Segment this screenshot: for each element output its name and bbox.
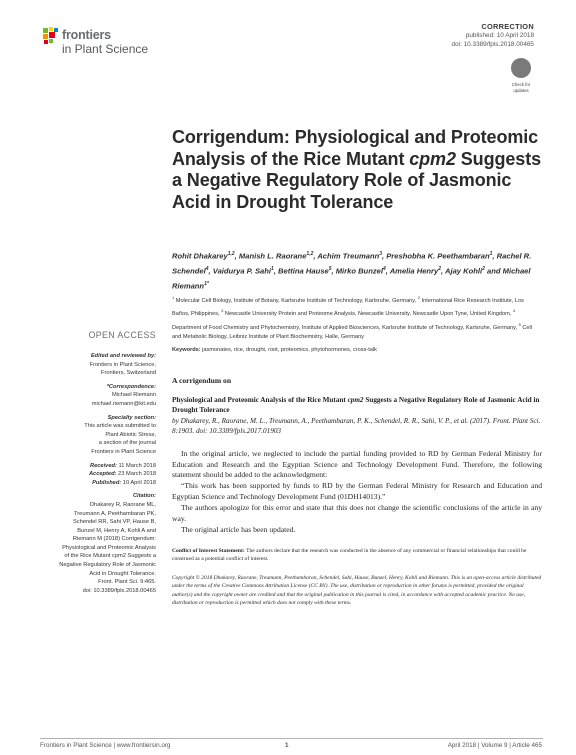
footer-issue-info: April 2018 | Volume 9 | Article 465 — [447, 742, 542, 749]
sidebar-line: Riemann M (2018) Corrigendum: — [72, 536, 156, 543]
keywords: Keywords: jasmonates, rice, drought, root, proteomics, phytohormones, cross-talk — [172, 347, 377, 353]
edited-by-lines — [40, 361, 156, 378]
author-name[interactable]: Achim Treumann — [317, 251, 380, 261]
main-content — [172, 376, 542, 607]
author-name[interactable]: Rohit Dhakarey — [172, 251, 228, 261]
citation-lines — [40, 501, 156, 596]
article-title: Corrigendum: Physiological and Proteomic Analysis of the Rice Mutant cpm2 Suggests a Negative Regulatory Role of Jasmonic Acid in Drought Tolerance — [172, 127, 541, 212]
check-for-updates-badge[interactable] — [506, 58, 536, 96]
article-type-label: CORRECTION — [481, 22, 534, 31]
author-list: Rohit Dhakarey$^{1,2}$, Manish L. Raorane$^{1,2}$, Achim Treumann$^3$, Preshobha K. Peethambaran$^1$, Rachel R. Schendel$^4$, Vaidurya P. Sahi$^1$, Bettina Hause$^5$, Mirko Bunzel$^4$, Amelia Henry$^2$, Ajay Kohli$^2$ and Michael Riemann$^{1*}$ — [172, 251, 532, 291]
specialty-lines — [40, 422, 156, 456]
footer-journal-link[interactable]: Frontiers in Plant Science | www.frontiersin.org — [40, 742, 171, 749]
sidebar-line: Dhakarey R, Raorane ML, — [89, 501, 156, 508]
body-paragraph-4: The original article has been updated. — [181, 524, 296, 534]
author-affiliation-marker: 1 — [271, 266, 274, 273]
author-affiliation-marker: 1,2 — [306, 251, 314, 257]
body-paragraph-3: The authors apologize for this error and state that this does not change the scientific conclusions of the article in any way. — [172, 503, 542, 524]
author-name[interactable]: Ajay Kohli — [444, 266, 483, 276]
citation-block: Citation: Dhakarey R, Raorane ML, Treumann A, Peethambaran PK, Schendel RR, Sahi VP, Hause B, Bunzel M, Henry A, Kohli A and Riemann M (2018) Corrigendum: Physiological and Proteomic Analysis of the Rice Mutant cpm2 Suggests a Negative Regulatory Role of Jasmonic Acid in Drought Tolerance. Front. Plant Sci. 9:465. doi: 10.3389/fpls.2018.00465 — [40, 492, 156, 595]
sidebar-line: Physiological and Proteomic Analysis — [62, 544, 156, 551]
specialty-section-block: Specialty section: This article was submitted to Plant Abiotic Stress, a section of the journal Frontiers in Plant Science — [40, 414, 156, 457]
affiliation-number: 3 — [221, 308, 224, 314]
author-affiliation-marker: 4 — [382, 266, 386, 273]
original-article-title[interactable]: Physiological and Proteomic Analysis of the Rice Mutant cpm2 Suggests a Negative Regulatory Role of Jasmonic Acid in Drought Tolerance — [172, 396, 540, 415]
doi-link[interactable]: doi: 10.3389/fpls.2018.00465 — [451, 41, 534, 48]
affiliation-text: Department of Food Chemistry and Phytochemistry, Institute of Applied Biosciences, Karlsruhe Institute of Technology, Karlsruhe, Germany, — [172, 324, 519, 331]
conflict-of-interest: Conflict of Interest Statement: The authors declare that the research was conducted in the absence of any commercial or financial relationships that could be construed as a potential conflict of interest. — [172, 547, 527, 563]
section-heading: A corrigendum on — [172, 376, 232, 385]
article-info-sidebar — [40, 352, 156, 600]
logo-wordmark: frontiers — [62, 28, 111, 42]
sidebar-line: Schendel RR, Sahi VP, Hause B, — [72, 519, 156, 526]
sidebar-line: michael.riemann@kit.edu — [91, 400, 156, 407]
sidebar-line: a section of the journal — [98, 440, 156, 447]
author-affiliation-marker: 4 — [205, 266, 209, 273]
sidebar-line: Frontiers in Plant Science — [91, 448, 156, 455]
frontiers-logo[interactable] — [42, 27, 212, 59]
footer-divider — [40, 738, 543, 739]
edited-by-block: Edited and reviewed by: Frontiers in Plant Science, Frontiers, Switzerland — [40, 352, 156, 378]
sidebar-line: Frontiers, Switzerland — [101, 370, 156, 377]
check-updates-icon — [511, 58, 531, 78]
copyright-statement: Copyright © 2018 Dhakarey, Raorane, Treumann, Peethambaran, Schendel, Sahi, Hause, Bunzel, Henry, Kohli and Riemann. This is an open-access article distributed under the terms of the Creative Commons Attribution License (CC BY). The use, distribution or reproduction in other forums is permitted, provided the original author(s) and the copyright owner are credited and that the original publication in this journal is cited, in accordance with accepted academic practice. No use, distribution or reproduction is permitted which does not comply with these terms. — [172, 574, 542, 606]
affiliation-number: 5 — [518, 321, 521, 327]
affiliation-text: Cell and Metabolic Biology, Leibniz Institute of Plant Biochemistry, Halle, Germany — [172, 324, 532, 341]
published-date: published: 10 April 2018 — [465, 32, 534, 39]
journal-name: in Plant Science — [62, 42, 149, 56]
sidebar-line: Front. Plant Sci. 9:465. — [98, 579, 156, 586]
author-name[interactable]: Amelia Henry — [389, 266, 439, 276]
body-paragraph-1: In the original article, we neglected to include the partial funding provided to RD by German Federal Ministry for Education and Research and the Egyptian Science and Technology Development Fund. Therefore, the following statement should be added to the acknowledgment: — [172, 448, 542, 480]
sidebar-line: Bunzel M, Henry A, Kohli A and — [77, 527, 156, 534]
dates-block — [40, 462, 156, 488]
sidebar-line: Treumann A, Peethambaran PK, — [74, 510, 156, 517]
author-name[interactable]: Bettina Hause — [278, 266, 329, 276]
sidebar-line: doi: 10.3389/fpls.2018.00465 — [82, 587, 156, 594]
affiliation-number: 2 — [417, 295, 421, 300]
published-date-sidebar: Published: 10 April 2018 — [92, 479, 156, 486]
sidebar-line: Negative Regulatory Role of Jasmonic — [59, 562, 156, 569]
affiliation-number: 4 — [512, 308, 516, 314]
original-article-citation: by Dhakarey, R., Raorane, M. L., Treumann, A., Peethambaran, P. K., Schendel, R. R., Sahi, V. P., et al. (2017). Front. Plant Sci. 8:1903. doi: 10.3389/fpls.2017.01903 — [172, 416, 541, 436]
sidebar-line: This article was submitted to — [84, 423, 156, 430]
author-name[interactable]: Rachel R. Schendel — [172, 251, 532, 276]
author-affiliation-marker: 1* — [204, 281, 209, 288]
affiliation-text: Molecular Cell Biology, Institute of Botany, Karlsruhe Institute of Technology, Karlsruhe, Germany, — [174, 297, 418, 304]
author-name[interactable]: Preshobha K. Peethambaran — [386, 251, 490, 261]
author-affiliation-marker: 2 — [438, 266, 442, 273]
sidebar-line: Acid in Drought Tolerance. — [89, 570, 156, 577]
author-affiliation-marker: 2 — [482, 266, 485, 273]
body-paragraph-2: “This work has been supported by funds to RD by the German Federal Ministry for Research and Education and Egyptian Science and Technology Development Fund (01DH14013).” — [172, 481, 542, 502]
badge-text-line2: updates — [513, 88, 529, 93]
author-affiliation-marker: 1,2 — [227, 251, 235, 257]
page-number: 1 — [285, 742, 289, 749]
correspondence-lines — [40, 391, 156, 408]
sidebar-line: Plant Abiotic Stress, — [105, 431, 156, 438]
sidebar-line: of the Rice Mutant cpm2 Suggests a — [64, 553, 156, 560]
author-affiliation-marker: 3 — [379, 251, 382, 257]
correspondence-block: *Correspondence: Michael Riemann michael.riemann@kit.edu — [40, 383, 156, 409]
sidebar-line: Michael Riemann — [112, 392, 156, 399]
affiliation-text: Newcastle University Protein and Proteome Analysis, Newcastle University, Newcastle Upon Tyne, United Kingdom, — [223, 311, 513, 318]
received-date: Received: 11 March 2018 — [90, 462, 156, 469]
affiliation-text: International Rice Research Institute, Los Baños, Philippines, — [172, 297, 524, 318]
affiliations — [172, 293, 542, 343]
author-affiliation-marker: 5 — [328, 266, 332, 273]
author-name[interactable]: Vaidurya P. Sahi — [212, 266, 272, 276]
badge-text-line1: Check for — [511, 82, 531, 87]
open-access-label: OPEN ACCESS — [88, 330, 156, 340]
author-name[interactable]: Michael Riemann — [172, 266, 531, 291]
author-name[interactable]: Mirko Bunzel — [335, 266, 383, 276]
author-affiliation-marker: 1 — [489, 251, 493, 257]
sidebar-line: Frontiers in Plant Science, — [89, 361, 156, 368]
frontiers-logo-icon — [42, 27, 62, 49]
affiliation-number: 1 — [172, 295, 175, 300]
author-name[interactable]: Manish L. Raorane — [238, 251, 307, 261]
accepted-date: Accepted: 23 March 2018 — [88, 471, 156, 478]
